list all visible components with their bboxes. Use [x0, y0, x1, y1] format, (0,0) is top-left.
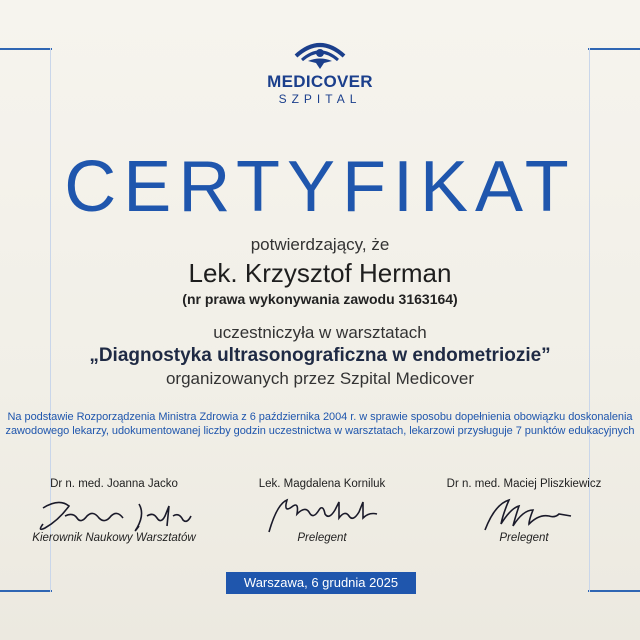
participation-text: uczestniczyła w warsztatach [213, 323, 427, 342]
workshop-title: „Diagnostyka ultrasonograficzna w endometriozie” [89, 345, 551, 366]
signatory-role: Prelegent [297, 532, 347, 544]
signature-block-1 [14, 478, 214, 544]
signatory-role: Kierownik Naukowy Warsztatów [32, 532, 196, 544]
legal-note-line-2: zawodowego lekarzy, udokumentowanej liczby godzin uczestnictwa w warsztatach, lekarzowi przysługuje 7 punktów edukacyjnych [5, 425, 635, 437]
signatory-role: Prelegent [499, 532, 549, 544]
signature-block-2 [222, 478, 422, 544]
signatory-name: Dr n. med. Maciej Pliszkiewicz [446, 478, 602, 490]
frame-line-bottom-left [0, 590, 52, 592]
signatory-name: Dr n. med. Joanna Jacko [50, 478, 178, 490]
legal-note-line-1: Na podstawie Rozporządzenia Ministra Zdrowia z 6 października 2004 r. w sprawie sposobu dopełnienia obowiązku doskonalenia [7, 411, 633, 423]
recipient-name: Lek. Krzysztof Herman [188, 258, 452, 288]
brand-subtitle: SZPITAL [278, 92, 362, 106]
organizer-text: organizowanych przez Szpital Medicover [165, 369, 475, 388]
medicover-logo [0, 36, 640, 106]
frame-line-bottom-right [588, 590, 640, 592]
confirm-text: potwierdzający, że [250, 235, 390, 254]
brand-name: MEDICOVER [267, 72, 373, 91]
medicover-logo-icon [290, 36, 350, 70]
signatory-name: Lek. Magdalena Korniluk [258, 478, 386, 490]
certificate-title: CERTYFIKAT [64, 147, 576, 227]
signature-block-3 [424, 478, 624, 544]
license-number: (nr prawa wykonywania zawodu 3163164) [182, 291, 458, 307]
date-box: Warszawa, 6 grudnia 2025 [226, 572, 416, 594]
